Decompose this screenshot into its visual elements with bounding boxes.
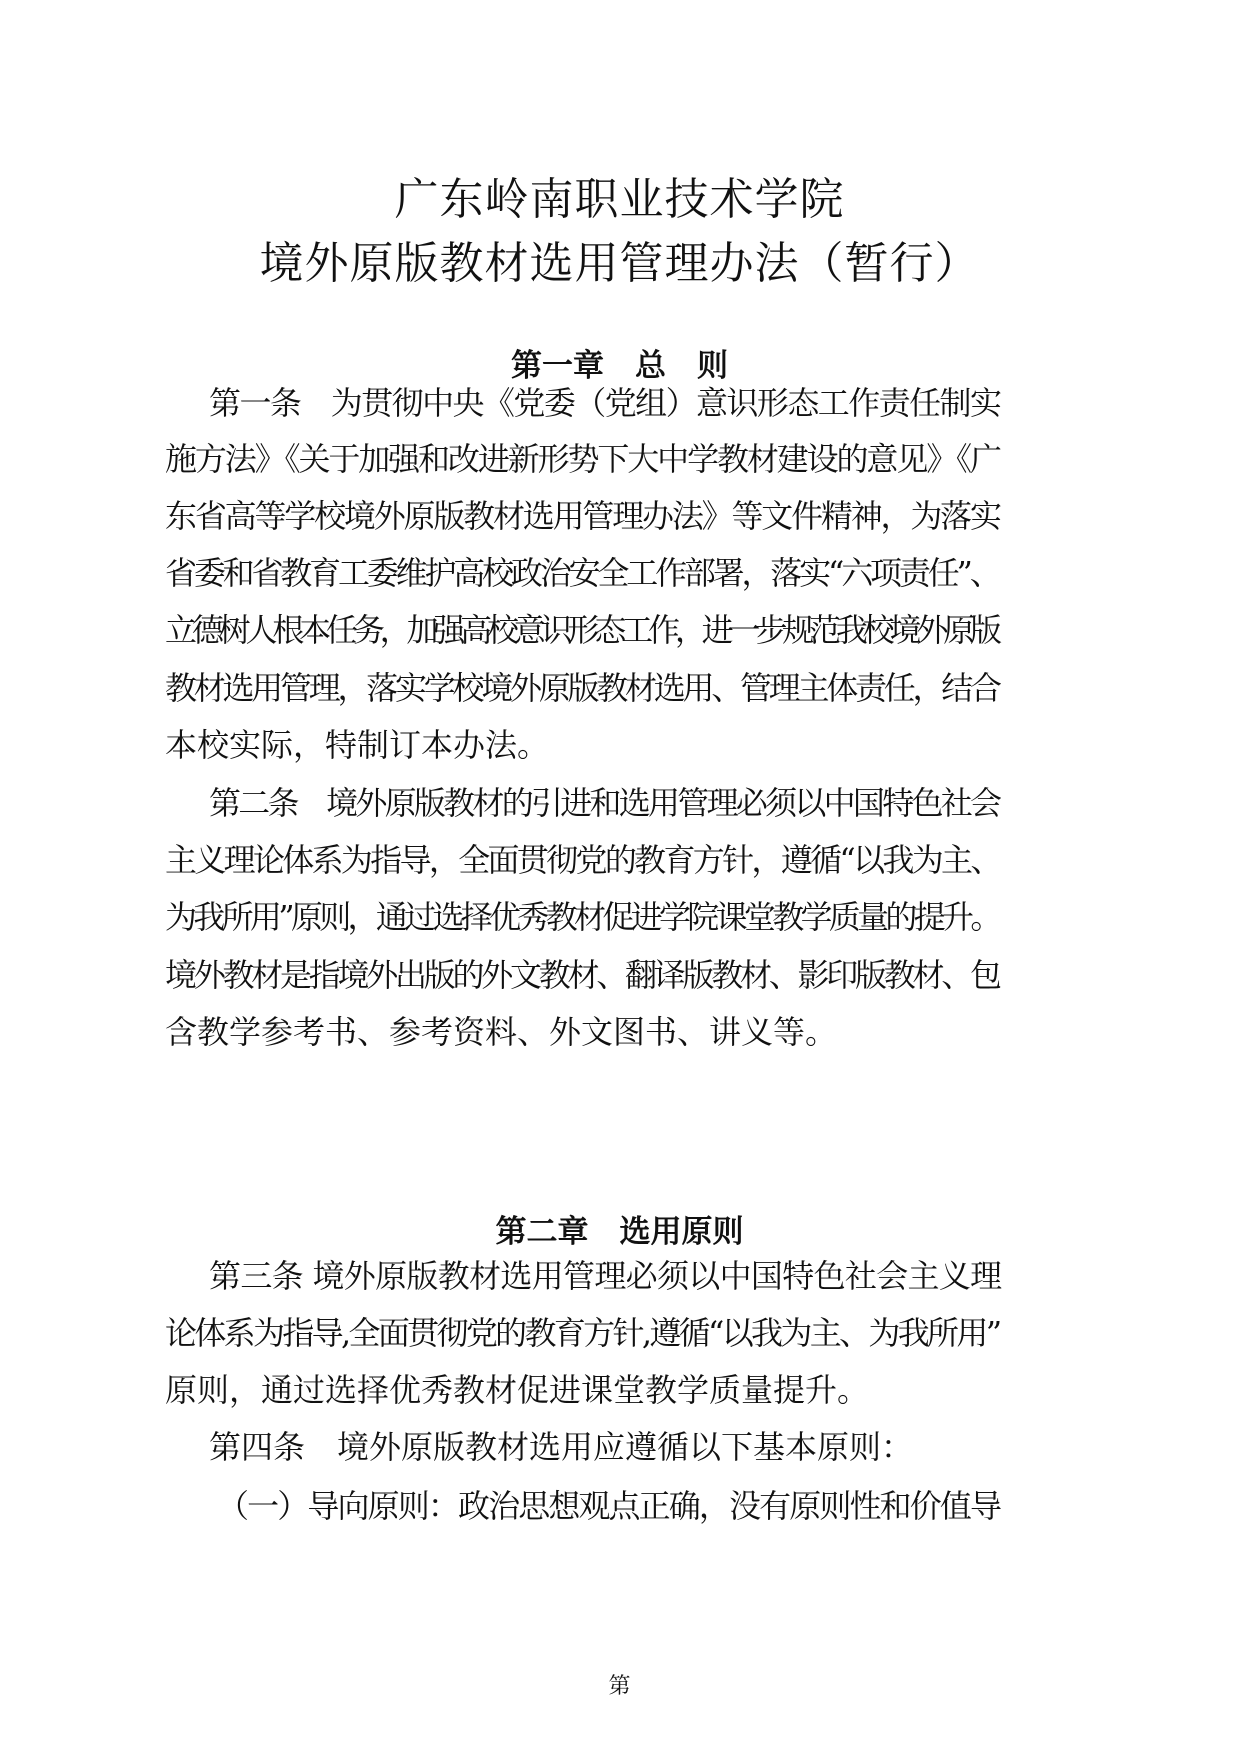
article-2-line-3: 为我所用”原则，通过选择优秀教材促进学院课堂教学质量的提升。 [165,898,999,936]
article-1-line-2: 施方法》《关于加强和改进新形势下大中学教材建设的意见》《广 [165,440,1000,478]
document-title-line-2: 境外原版教材选用管理办法（暂行） [259,238,980,289]
article-2-line-4: 境外教材是指境外出版的外文教材、翻译版教材、影印版教材、包 [165,956,999,994]
article-3-line-3: 原则，通过选择优秀教材促进课堂教学质量提升。 [165,1371,870,1409]
principle-1-line-1: （一）导向原则：政治思想观点正确，没有原则性和价值导 [217,1487,1001,1525]
chapter-2-heading: 第二章 选用原则 [495,1214,744,1250]
article-4-line-1: 第四条 境外原版教材选用应遵循以下基本原则： [209,1428,914,1466]
article-2-line-1: 第二条 境外原版教材的引进和选用管理必须以中国特色社会 [209,784,1000,822]
article-1-line-7: 本校实际，特制订本办法。 [165,726,550,764]
page-footer: 第 [608,1674,631,1699]
article-3-line-1: 第三条 境外原版教材选用管理必须以中国特色社会主义理 [209,1257,1002,1295]
article-1-line-3: 东省高等学校境外原版教材选用管理办法》等文件精神，为落实 [165,497,1000,535]
article-1-line-6: 教材选用管理，落实学校境外原版教材选用、管理主体责任，结合 [165,669,999,707]
article-1-line-5: 立德树人根本任务，加强高校意识形态工作，进一步规范我校境外原版 [165,611,997,649]
article-2-line-5: 含教学参考书、参考资料、外文图书、讲义等。 [165,1013,838,1051]
document-title-line-1: 广东岭南职业技术学院 [394,174,845,225]
article-3-line-2: 论体系为指导,全面贯彻党的教育方针,遵循“以我为主、为我所用” [165,1314,1000,1352]
article-1-line-1: 第一条 为贯彻中央《党委（党组）意识形态工作责任制实 [209,384,1001,422]
article-2-line-2: 主义理论体系为指导，全面贯彻党的教育方针，遵循“以我为主、 [165,841,1000,879]
chapter-1-heading: 第一章 总 则 [511,348,728,384]
article-1-line-4: 省委和省教育工委维护高校政治安全工作部署，落实“六项责任”、 [165,554,999,592]
